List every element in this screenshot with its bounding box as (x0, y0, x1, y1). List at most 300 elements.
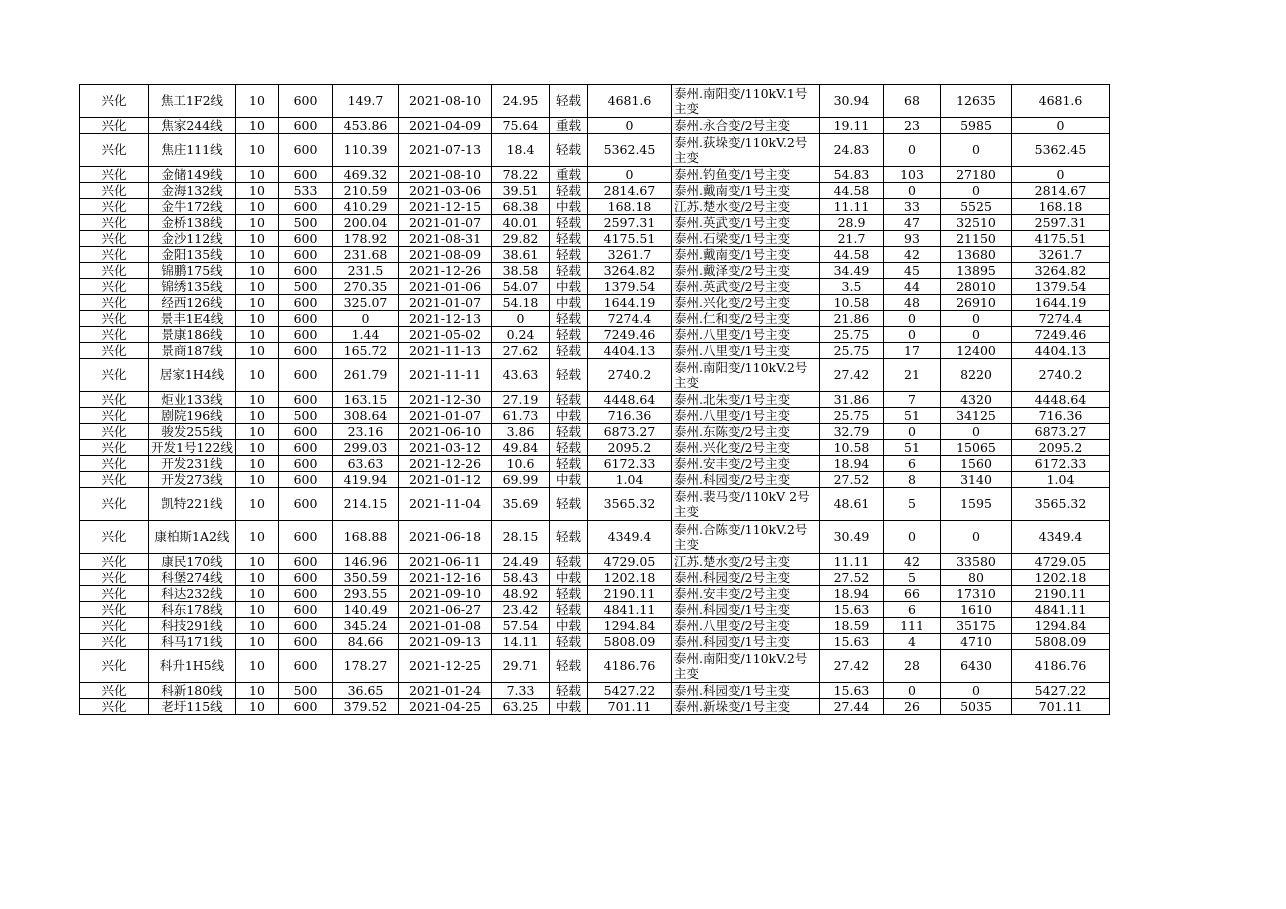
load-status-cell: 轻载 (550, 215, 588, 231)
date-cell: 2021-01-06 (399, 279, 492, 295)
margin-cell: 2190.11 (1012, 586, 1110, 602)
date-cell: 2021-03-06 (399, 183, 492, 199)
voltage-cell: 10 (236, 215, 279, 231)
count-cell: 8 (884, 472, 941, 488)
line-name-cell: 剧院196线 (149, 408, 236, 424)
installed-cell: 33580 (941, 554, 1012, 570)
count-cell: 4 (884, 634, 941, 650)
count-cell: 26 (884, 699, 941, 715)
table-row (80, 215, 1110, 231)
line-name-cell: 骏发255线 (149, 424, 236, 440)
load-cell: 146.96 (333, 554, 399, 570)
available-capacity-cell: 1644.19 (588, 295, 672, 311)
load-status-cell: 轻载 (550, 602, 588, 618)
region-cell: 兴化 (80, 231, 149, 247)
margin-cell: 3264.82 (1012, 263, 1110, 279)
substation-cell: 泰州.兴化变/2号主变 (672, 295, 820, 311)
capacity-cell: 600 (279, 570, 333, 586)
load-rate-cell: 0.24 (492, 327, 550, 343)
table-body (80, 85, 1110, 715)
load-rate-cell: 0 (492, 311, 550, 327)
count-cell: 44 (884, 279, 941, 295)
substation-cell: 泰州.八里变/1号主变 (672, 327, 820, 343)
date-cell: 2021-11-13 (399, 343, 492, 359)
load-rate-cell: 49.84 (492, 440, 550, 456)
margin-cell: 6873.27 (1012, 424, 1110, 440)
substation-cell: 泰州.新垛变/1号主变 (672, 699, 820, 715)
installed-cell: 0 (941, 311, 1012, 327)
count-cell: 17 (884, 343, 941, 359)
region-cell: 兴化 (80, 408, 149, 424)
installed-cell: 6430 (941, 650, 1012, 683)
date-cell: 2021-11-04 (399, 488, 492, 521)
region-cell: 兴化 (80, 295, 149, 311)
load-status-cell: 轻载 (550, 424, 588, 440)
load-rate-cell: 38.58 (492, 263, 550, 279)
load-status-cell: 重载 (550, 118, 588, 134)
available-capacity-cell: 1379.54 (588, 279, 672, 295)
voltage-cell: 10 (236, 570, 279, 586)
line-name-cell: 金沙112线 (149, 231, 236, 247)
substation-cell: 江苏.楚水变/2号主变 (672, 199, 820, 215)
substation-cell: 泰州.戴南变/1号主变 (672, 247, 820, 263)
load-status-cell: 轻载 (550, 134, 588, 167)
date-cell: 2021-03-12 (399, 440, 492, 456)
load-status-cell: 轻载 (550, 634, 588, 650)
substation-rate-cell: 25.75 (820, 408, 884, 424)
substation-rate-cell: 24.83 (820, 134, 884, 167)
substation-cell: 泰州.八里变/2号主变 (672, 618, 820, 634)
substation-cell: 泰州.英武变/1号主变 (672, 215, 820, 231)
load-rate-cell: 29.71 (492, 650, 550, 683)
substation-rate-cell: 18.59 (820, 618, 884, 634)
load-rate-cell: 27.19 (492, 392, 550, 408)
table-row (80, 488, 1110, 521)
region-cell: 兴化 (80, 359, 149, 392)
installed-cell: 5035 (941, 699, 1012, 715)
capacity-cell: 500 (279, 683, 333, 699)
date-cell: 2021-09-10 (399, 586, 492, 602)
table-row (80, 183, 1110, 199)
capacity-cell: 600 (279, 311, 333, 327)
date-cell: 2021-12-16 (399, 570, 492, 586)
region-cell: 兴化 (80, 521, 149, 554)
table-row (80, 440, 1110, 456)
voltage-cell: 10 (236, 183, 279, 199)
count-cell: 0 (884, 311, 941, 327)
table-row (80, 586, 1110, 602)
substation-cell: 泰州.仁和变/2号主变 (672, 311, 820, 327)
voltage-cell: 10 (236, 408, 279, 424)
date-cell: 2021-08-10 (399, 85, 492, 118)
load-rate-cell: 61.73 (492, 408, 550, 424)
load-cell: 325.07 (333, 295, 399, 311)
region-cell: 兴化 (80, 634, 149, 650)
available-capacity-cell: 1294.84 (588, 618, 672, 634)
load-cell: 410.29 (333, 199, 399, 215)
installed-cell: 12400 (941, 343, 1012, 359)
load-status-cell: 轻载 (550, 554, 588, 570)
capacity-cell: 600 (279, 424, 333, 440)
available-capacity-cell: 4729.05 (588, 554, 672, 570)
available-capacity-cell: 6172.33 (588, 456, 672, 472)
load-status-cell: 中载 (550, 618, 588, 634)
count-cell: 6 (884, 456, 941, 472)
line-name-cell: 焦家244线 (149, 118, 236, 134)
substation-cell: 泰州.科园变/2号主变 (672, 472, 820, 488)
capacity-cell: 533 (279, 183, 333, 199)
region-cell: 兴化 (80, 392, 149, 408)
date-cell: 2021-01-08 (399, 618, 492, 634)
load-status-cell: 轻载 (550, 440, 588, 456)
table-row (80, 570, 1110, 586)
load-cell: 163.15 (333, 392, 399, 408)
region-cell: 兴化 (80, 327, 149, 343)
margin-cell: 0 (1012, 118, 1110, 134)
substation-cell: 泰州.石梁变/1号主变 (672, 231, 820, 247)
margin-cell: 3261.7 (1012, 247, 1110, 263)
available-capacity-cell: 4175.51 (588, 231, 672, 247)
capacity-cell: 600 (279, 554, 333, 570)
region-cell: 兴化 (80, 440, 149, 456)
capacity-cell: 600 (279, 343, 333, 359)
region-cell: 兴化 (80, 263, 149, 279)
load-status-cell: 中载 (550, 570, 588, 586)
count-cell: 51 (884, 440, 941, 456)
substation-rate-cell: 15.63 (820, 683, 884, 699)
date-cell: 2021-06-11 (399, 554, 492, 570)
margin-cell: 4175.51 (1012, 231, 1110, 247)
line-name-cell: 金储149线 (149, 167, 236, 183)
count-cell: 51 (884, 408, 941, 424)
load-cell: 140.49 (333, 602, 399, 618)
installed-cell: 15065 (941, 440, 1012, 456)
line-name-cell: 开发231线 (149, 456, 236, 472)
available-capacity-cell: 2190.11 (588, 586, 672, 602)
substation-cell: 泰州.安丰变/2号主变 (672, 586, 820, 602)
capacity-cell: 600 (279, 488, 333, 521)
count-cell: 45 (884, 263, 941, 279)
load-status-cell: 轻载 (550, 311, 588, 327)
region-cell: 兴化 (80, 683, 149, 699)
voltage-cell: 10 (236, 247, 279, 263)
line-name-cell: 科新180线 (149, 683, 236, 699)
installed-cell: 17310 (941, 586, 1012, 602)
line-name-cell: 金牛172线 (149, 199, 236, 215)
available-capacity-cell: 5362.45 (588, 134, 672, 167)
load-rate-cell: 7.33 (492, 683, 550, 699)
load-rate-cell: 14.11 (492, 634, 550, 650)
capacity-cell: 500 (279, 408, 333, 424)
region-cell: 兴化 (80, 199, 149, 215)
region-cell: 兴化 (80, 472, 149, 488)
substation-rate-cell: 10.58 (820, 295, 884, 311)
date-cell: 2021-06-10 (399, 424, 492, 440)
substation-rate-cell: 27.42 (820, 359, 884, 392)
substation-cell: 泰州.永合变/2号主变 (672, 118, 820, 134)
region-cell: 兴化 (80, 311, 149, 327)
voltage-cell: 10 (236, 327, 279, 343)
load-status-cell: 中载 (550, 408, 588, 424)
count-cell: 0 (884, 134, 941, 167)
substation-rate-cell: 27.44 (820, 699, 884, 715)
region-cell: 兴化 (80, 650, 149, 683)
table-row (80, 247, 1110, 263)
load-cell: 200.04 (333, 215, 399, 231)
load-status-cell: 轻载 (550, 488, 588, 521)
load-status-cell: 轻载 (550, 327, 588, 343)
count-cell: 5 (884, 488, 941, 521)
installed-cell: 0 (941, 424, 1012, 440)
substation-cell: 泰州.合陈变/110kV.2号主变 (672, 521, 820, 554)
line-name-cell: 金桥138线 (149, 215, 236, 231)
load-status-cell: 轻载 (550, 85, 588, 118)
capacity-cell: 600 (279, 327, 333, 343)
available-capacity-cell: 3261.7 (588, 247, 672, 263)
load-status-cell: 轻载 (550, 343, 588, 359)
available-capacity-cell: 4841.11 (588, 602, 672, 618)
date-cell: 2021-06-18 (399, 521, 492, 554)
load-status-cell: 轻载 (550, 392, 588, 408)
region-cell: 兴化 (80, 554, 149, 570)
substation-cell: 江苏.楚水变/2号主变 (672, 554, 820, 570)
date-cell: 2021-05-02 (399, 327, 492, 343)
table-row (80, 699, 1110, 715)
load-cell: 149.7 (333, 85, 399, 118)
date-cell: 2021-04-09 (399, 118, 492, 134)
count-cell: 42 (884, 554, 941, 570)
date-cell: 2021-12-15 (399, 199, 492, 215)
line-name-cell: 锦绣135线 (149, 279, 236, 295)
substation-rate-cell: 44.58 (820, 183, 884, 199)
count-cell: 93 (884, 231, 941, 247)
date-cell: 2021-07-13 (399, 134, 492, 167)
count-cell: 33 (884, 199, 941, 215)
date-cell: 2021-04-25 (399, 699, 492, 715)
available-capacity-cell: 2740.2 (588, 359, 672, 392)
load-rate-cell: 18.4 (492, 134, 550, 167)
margin-cell: 4841.11 (1012, 602, 1110, 618)
capacity-cell: 600 (279, 118, 333, 134)
available-capacity-cell: 4448.64 (588, 392, 672, 408)
date-cell: 2021-08-10 (399, 167, 492, 183)
capacity-cell: 600 (279, 295, 333, 311)
installed-cell: 34125 (941, 408, 1012, 424)
capacity-cell: 600 (279, 618, 333, 634)
voltage-cell: 10 (236, 634, 279, 650)
available-capacity-cell: 4681.6 (588, 85, 672, 118)
installed-cell: 1610 (941, 602, 1012, 618)
count-cell: 47 (884, 215, 941, 231)
table-row (80, 311, 1110, 327)
table-row (80, 554, 1110, 570)
table-row (80, 279, 1110, 295)
substation-rate-cell: 28.9 (820, 215, 884, 231)
load-status-cell: 轻载 (550, 183, 588, 199)
substation-cell: 泰州.南阳变/110kV.2号主变 (672, 359, 820, 392)
substation-cell: 泰州.南阳变/110kV.2号主变 (672, 650, 820, 683)
capacity-cell: 500 (279, 215, 333, 231)
margin-cell: 6172.33 (1012, 456, 1110, 472)
capacity-cell: 600 (279, 134, 333, 167)
available-capacity-cell: 4186.76 (588, 650, 672, 683)
substation-cell: 泰州.荻垛变/110kV.2号主变 (672, 134, 820, 167)
available-capacity-cell: 1.04 (588, 472, 672, 488)
line-name-cell: 科马171线 (149, 634, 236, 650)
voltage-cell: 10 (236, 311, 279, 327)
available-capacity-cell: 4404.13 (588, 343, 672, 359)
date-cell: 2021-11-11 (399, 359, 492, 392)
load-cell: 419.94 (333, 472, 399, 488)
date-cell: 2021-01-12 (399, 472, 492, 488)
capacity-cell: 600 (279, 263, 333, 279)
region-cell: 兴化 (80, 488, 149, 521)
margin-cell: 4729.05 (1012, 554, 1110, 570)
date-cell: 2021-01-07 (399, 408, 492, 424)
load-status-cell: 轻载 (550, 586, 588, 602)
load-status-cell: 轻载 (550, 231, 588, 247)
count-cell: 21 (884, 359, 941, 392)
region-cell: 兴化 (80, 699, 149, 715)
region-cell: 兴化 (80, 343, 149, 359)
count-cell: 66 (884, 586, 941, 602)
margin-cell: 5362.45 (1012, 134, 1110, 167)
table-row (80, 263, 1110, 279)
installed-cell: 21150 (941, 231, 1012, 247)
region-cell: 兴化 (80, 424, 149, 440)
load-cell: 299.03 (333, 440, 399, 456)
load-rate-cell: 38.61 (492, 247, 550, 263)
substation-rate-cell: 15.63 (820, 602, 884, 618)
load-rate-cell: 29.82 (492, 231, 550, 247)
count-cell: 0 (884, 327, 941, 343)
capacity-cell: 600 (279, 650, 333, 683)
count-cell: 0 (884, 183, 941, 199)
available-capacity-cell: 1202.18 (588, 570, 672, 586)
load-rate-cell: 57.54 (492, 618, 550, 634)
installed-cell: 5525 (941, 199, 1012, 215)
margin-cell: 7274.4 (1012, 311, 1110, 327)
load-status-cell: 中载 (550, 472, 588, 488)
load-cell: 231.68 (333, 247, 399, 263)
line-name-cell: 景商187线 (149, 343, 236, 359)
data-table (79, 84, 1110, 715)
load-rate-cell: 48.92 (492, 586, 550, 602)
margin-cell: 4349.4 (1012, 521, 1110, 554)
capacity-cell: 600 (279, 634, 333, 650)
available-capacity-cell: 7274.4 (588, 311, 672, 327)
line-name-cell: 科堡274线 (149, 570, 236, 586)
substation-cell: 泰州.科园变/1号主变 (672, 602, 820, 618)
capacity-cell: 600 (279, 247, 333, 263)
region-cell: 兴化 (80, 134, 149, 167)
capacity-cell: 600 (279, 602, 333, 618)
date-cell: 2021-12-26 (399, 456, 492, 472)
table-row (80, 683, 1110, 699)
line-name-cell: 居家1H4线 (149, 359, 236, 392)
load-rate-cell: 54.07 (492, 279, 550, 295)
available-capacity-cell: 2597.31 (588, 215, 672, 231)
count-cell: 5 (884, 570, 941, 586)
installed-cell: 26910 (941, 295, 1012, 311)
substation-cell: 泰州.裴马变/110kV 2号主变 (672, 488, 820, 521)
load-cell: 0 (333, 311, 399, 327)
load-rate-cell: 58.43 (492, 570, 550, 586)
line-name-cell: 焦工1F2线 (149, 85, 236, 118)
load-cell: 345.24 (333, 618, 399, 634)
voltage-cell: 10 (236, 134, 279, 167)
date-cell: 2021-01-07 (399, 295, 492, 311)
margin-cell: 5427.22 (1012, 683, 1110, 699)
available-capacity-cell: 716.36 (588, 408, 672, 424)
load-status-cell: 中载 (550, 199, 588, 215)
load-rate-cell: 54.18 (492, 295, 550, 311)
count-cell: 48 (884, 295, 941, 311)
date-cell: 2021-08-09 (399, 247, 492, 263)
capacity-cell: 500 (279, 279, 333, 295)
load-cell: 168.88 (333, 521, 399, 554)
substation-rate-cell: 18.94 (820, 456, 884, 472)
capacity-cell: 600 (279, 699, 333, 715)
available-capacity-cell: 2095.2 (588, 440, 672, 456)
substation-cell: 泰州.安丰变/2号主变 (672, 456, 820, 472)
load-cell: 178.27 (333, 650, 399, 683)
voltage-cell: 10 (236, 602, 279, 618)
region-cell: 兴化 (80, 618, 149, 634)
substation-rate-cell: 31.86 (820, 392, 884, 408)
capacity-cell: 600 (279, 359, 333, 392)
line-name-cell: 科技291线 (149, 618, 236, 634)
margin-cell: 1.04 (1012, 472, 1110, 488)
load-status-cell: 轻载 (550, 263, 588, 279)
count-cell: 6 (884, 602, 941, 618)
table-row (80, 392, 1110, 408)
capacity-cell: 600 (279, 231, 333, 247)
installed-cell: 0 (941, 521, 1012, 554)
installed-cell: 12635 (941, 85, 1012, 118)
installed-cell: 8220 (941, 359, 1012, 392)
substation-cell: 泰州.科园变/2号主变 (672, 570, 820, 586)
available-capacity-cell: 7249.46 (588, 327, 672, 343)
installed-cell: 1560 (941, 456, 1012, 472)
date-cell: 2021-08-31 (399, 231, 492, 247)
voltage-cell: 10 (236, 118, 279, 134)
region-cell: 兴化 (80, 85, 149, 118)
date-cell: 2021-09-13 (399, 634, 492, 650)
voltage-cell: 10 (236, 521, 279, 554)
substation-rate-cell: 21.7 (820, 231, 884, 247)
substation-cell: 泰州.南阳变/110kV.1号主变 (672, 85, 820, 118)
region-cell: 兴化 (80, 247, 149, 263)
table-row (80, 134, 1110, 167)
count-cell: 7 (884, 392, 941, 408)
capacity-cell: 600 (279, 392, 333, 408)
load-rate-cell: 10.6 (492, 456, 550, 472)
table-row (80, 359, 1110, 392)
count-cell: 28 (884, 650, 941, 683)
count-cell: 111 (884, 618, 941, 634)
line-name-cell: 经西126线 (149, 295, 236, 311)
load-rate-cell: 68.38 (492, 199, 550, 215)
substation-rate-cell: 30.94 (820, 85, 884, 118)
line-name-cell: 老圩115线 (149, 699, 236, 715)
margin-cell: 4404.13 (1012, 343, 1110, 359)
substation-rate-cell: 32.79 (820, 424, 884, 440)
date-cell: 2021-12-25 (399, 650, 492, 683)
line-name-cell: 焦庄111线 (149, 134, 236, 167)
table-row (80, 231, 1110, 247)
installed-cell: 3140 (941, 472, 1012, 488)
